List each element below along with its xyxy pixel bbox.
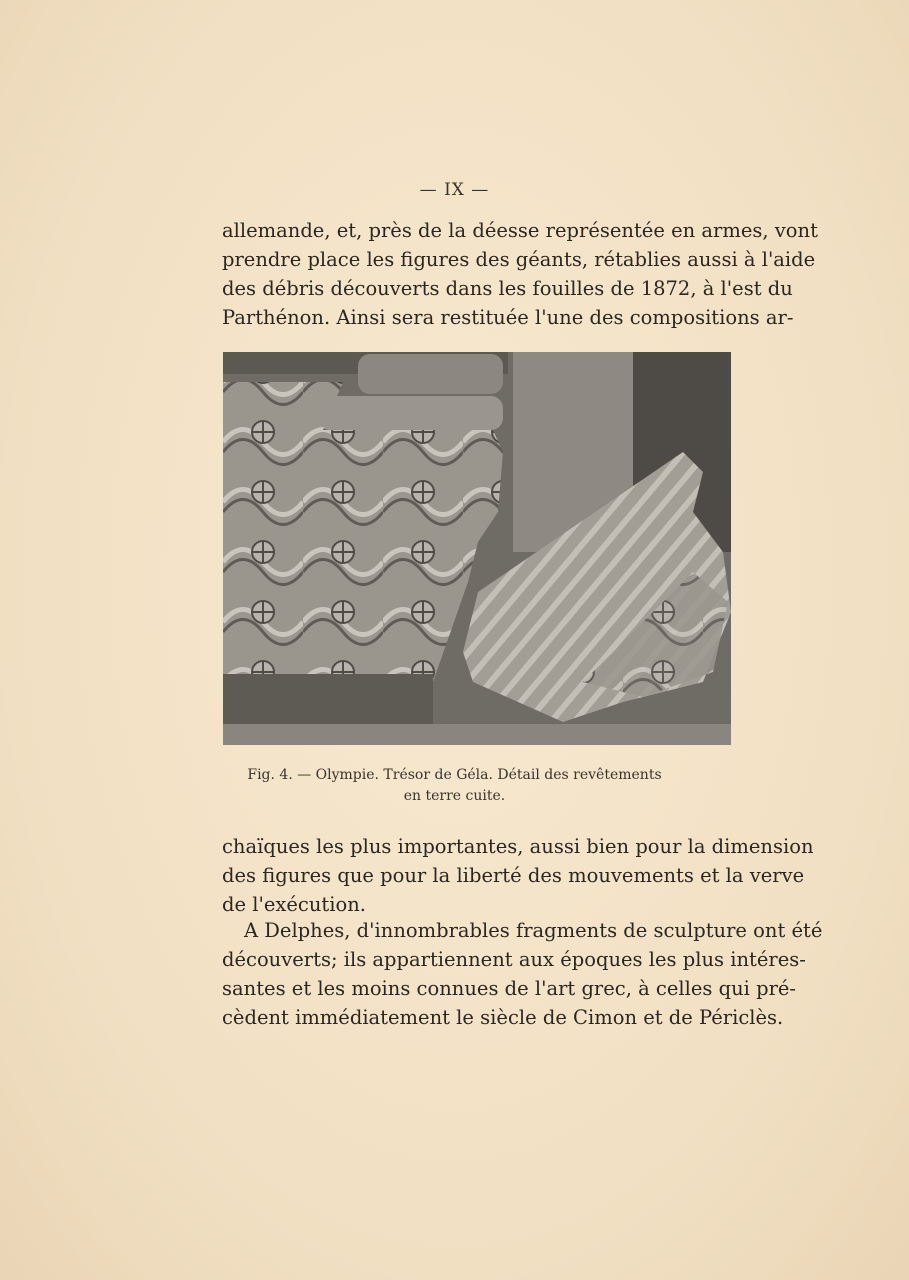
text-line: prendre place les figures des géants, rétablies aussi à l'aide (222, 248, 816, 271)
text-line: de l'exécution. (222, 893, 366, 916)
paragraph-3 (222, 916, 823, 1032)
text-line: A Delphes, d'innombrables fragments de sculpture ont été (244, 919, 823, 942)
figure-photograph (223, 352, 731, 745)
page-number: — IX — (419, 180, 490, 200)
text-line: des figures que pour la liberté des mouvements et la verve (222, 864, 805, 887)
text-line: cèdent immédiatement le siècle de Cimon et de Périclès. (222, 1006, 784, 1029)
caption-line: Fig. 4. — Olympie. Trésor de Géla. Détail des revêtements (247, 767, 662, 783)
text-line: chaïques les plus importantes, aussi bien pour la dimension (222, 835, 814, 858)
text-line: Parthénon. Ainsi sera restituée l'une des compositions ar- (222, 306, 794, 329)
text-line: santes et les moins connues de l'art grec, à celles qui pré- (222, 977, 797, 1000)
paragraph-2 (222, 832, 814, 919)
caption-line: en terre cuite. (403, 788, 506, 804)
paragraph-1 (222, 216, 818, 332)
text-line: découverts; ils appartiennent aux époques les plus intéres- (222, 948, 806, 971)
text-line: des débris découverts dans les fouilles de 1872, à l'est du (222, 277, 793, 300)
figure-caption (0, 765, 909, 807)
text-line: allemande, et, près de la déesse représentée en armes, vont (222, 219, 818, 242)
terracotta-fragments-photo (223, 352, 731, 745)
